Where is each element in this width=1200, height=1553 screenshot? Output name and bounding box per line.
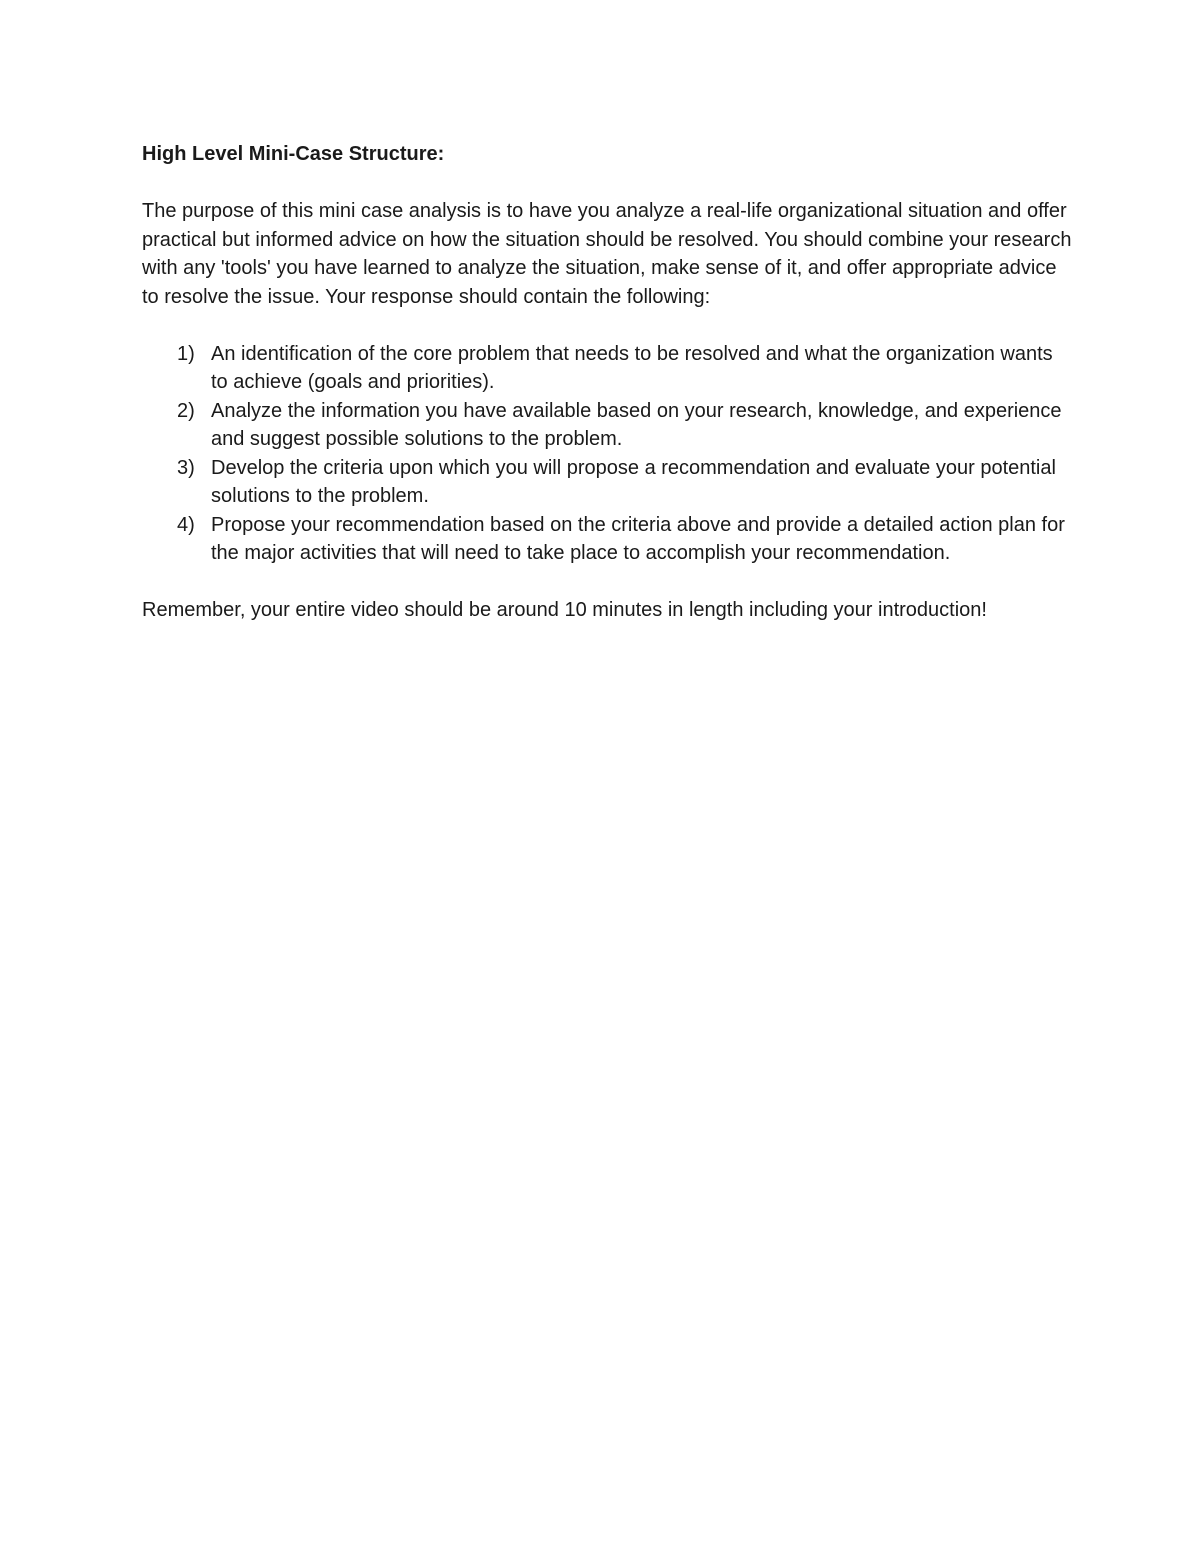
document-title: High Level Mini-Case Structure: xyxy=(142,143,445,165)
intro-paragraph: The purpose of this mini case analysis is to have you analyze a real-life organizational situation and offer practical but informed advice on how the situation should be resolved. You should combine your research with any 'tools' you have learned to analyze the situation, make sense of it, and offer appropriate advice to resolve the issue. Your response should contain the following: xyxy=(142,200,1072,308)
list-item-text: Analyze the information you have available based on your research, knowledge, and experience and suggest possible solutions to the problem. xyxy=(211,399,1062,450)
list-item-text: Propose your recommendation based on the criteria above and provide a detailed action plan for the major activities that will need to take place to accomplish your recommendation. xyxy=(211,513,1065,564)
closing-paragraph: Remember, your entire video should be around 10 minutes in length including your introduction! xyxy=(142,599,987,621)
list-item-number: 1) xyxy=(177,342,195,365)
list-item-text: An identification of the core problem that needs to be resolved and what the organization wants to achieve (goals and priorities). xyxy=(211,342,1053,393)
list-item-number: 3) xyxy=(177,456,195,479)
requirements-list xyxy=(142,340,1072,568)
list-item xyxy=(142,454,1072,511)
list-item-text: Develop the criteria upon which you will propose a recommendation and evaluate your potential solutions to the problem. xyxy=(211,456,1056,507)
document-body xyxy=(142,140,1072,653)
list-item xyxy=(142,340,1072,397)
list-item xyxy=(142,511,1072,568)
list-item-number: 2) xyxy=(177,399,195,422)
list-item xyxy=(142,397,1072,454)
list-item-number: 4) xyxy=(177,513,195,536)
